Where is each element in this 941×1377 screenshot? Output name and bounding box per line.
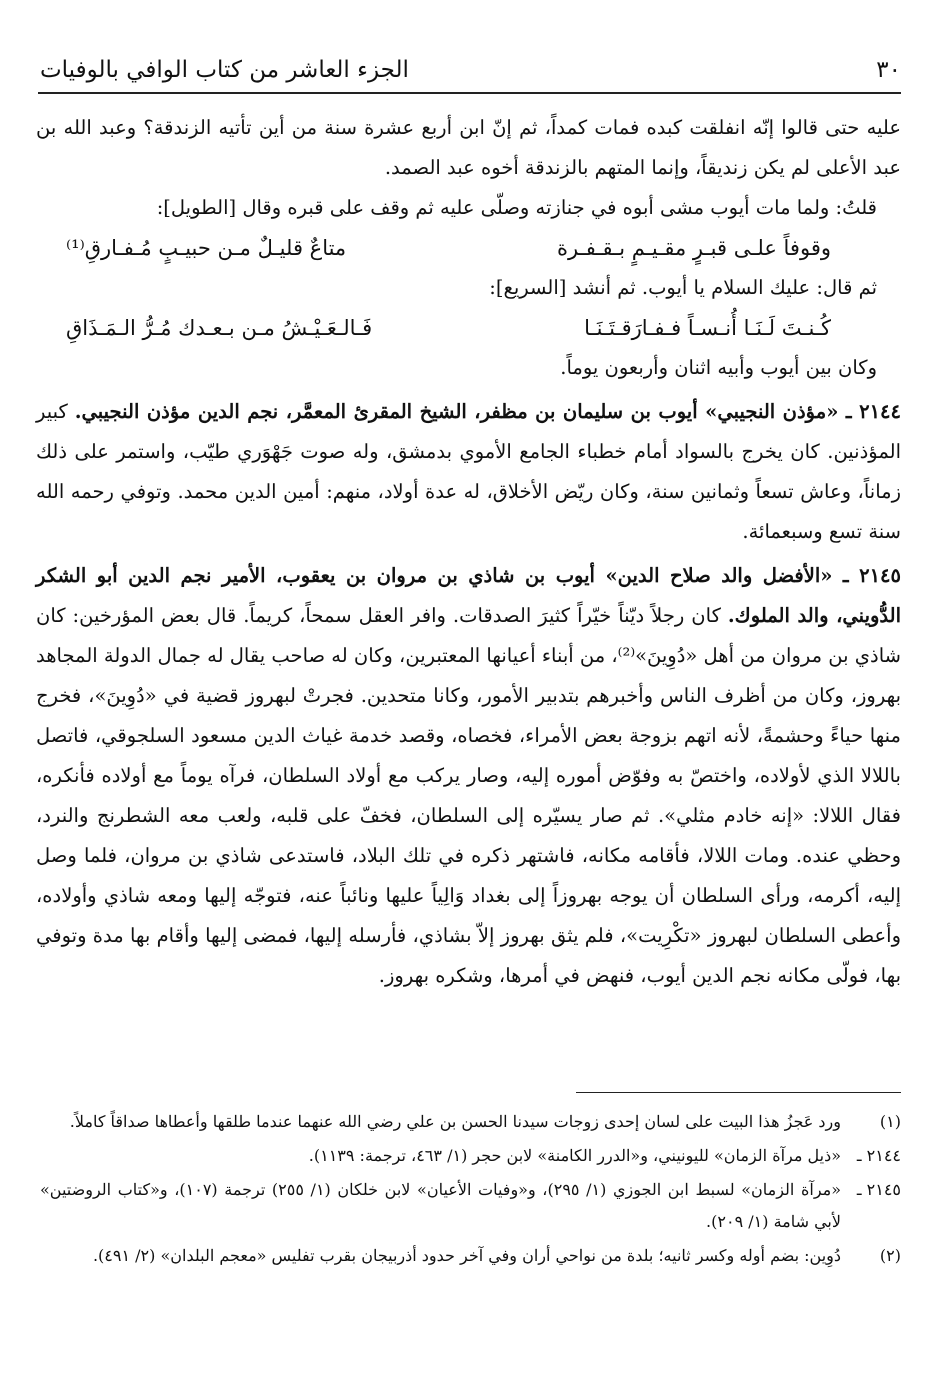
- verse-line: [36, 308, 901, 348]
- verse-line: [36, 228, 901, 268]
- footnote: [40, 1240, 901, 1272]
- verse-first-hemistich: كُـنـتَ لَـنَـا أُنـسـاً فـفـارَقـتَـنَـا: [584, 316, 831, 340]
- running-title: الجزء العاشر من كتاب الوافي بالوفيات: [40, 57, 409, 83]
- entry-text: كبير المؤذنين. كان يخرج بالسواد أمام خطباء الجامع الأموي بدمشق، وله صوت جَهْوَري طيّب، واستمر على ذلك زماناً، وعاش تسعاً وثمانين سنة، وكان ريّض الأخلاق، له عدة أولاد، منهم: أمين الدين محمد. وتوفي رحمه الله سنة تسع وسبعمائة.: [36, 400, 901, 543]
- footnote-number: (٢): [879, 1246, 901, 1265]
- footnote-text: «مرآة الزمان» لسبط ابن الجوزي (١/ ٢٩٥)، و«وفيات الأعيان» لابن خلكان (١/ ٢٥٥) ترجمة (١٠٧)، و«كتاب الروضتين» لأبي شامة (١/ ٢٠٩).: [40, 1180, 842, 1231]
- verse-first-hemistich: وقوفاً علـى قبـرٍ مقـيـمٍ بـقـفـرة: [556, 236, 831, 260]
- biography-entry-2145: [36, 556, 901, 996]
- entry-text: كان رجلاً ديّناً خيّراً كثيرَ الصدقات. وافر العقل سمحاً، كريماً. قال بعض المؤرخين: كان شاذي بن مروان من أهل «دُوِينَ»⁽²⁾، من أبناء أعيانها المعتبرين، وكان له صاحب يقال له جمال الدولة المجاهد بهروز، وكان من أظرف الناس وأخبرهم بتدبير الأمور، وكانا متحدين. فجرتْ لبهروز قضية في «دُوِينَ»، فخرج منها حياءً وحشمةً، لأنه اتهم بزوجة بعض الأمراء، فخصاه، وقصد خدمة غياث الدين مسعود السلجوقي، فاتصل باللالا الذي لأولاده، واختصّ به وفوّض أموره إليه، وصار يركب مع أولاد السلطان، فرآه يوماً مع أولاده فأنكره، فقال اللالا: «إنه خادم مثلي». ثم صار يسيّره إلى السلطان، فخفّ على قلبه، ولعب معه الشطرنج والنرد، وحظي عنده. ومات اللالا، فأقامه مكانه، فاشتهر ذكره في تلك البلاد، فاستدعى شاذي بن مروان، فلما وصل إليه، أكرمه، ورأى السلطان أن يوجه بهروزاً إلى بغداد وَالِياً عليها ونائباً عنه، فتوجّه إليها ومعه شاذي وأولاده، وأعطى السلطان لبهروز «تكْرِيت»، فلم يثق بهروز إلاّ بشاذي، فأرسله إليها، فمضى إليها وأقام بها مدة وتوفي بها، فولّى مكانه نجم الدين أيوب، فنهض في أمرها، وشكره بهروز.: [36, 604, 901, 987]
- footnote-rule: [576, 1092, 901, 1093]
- paragraph: ثم قال: عليك السلام يا أيوب. ثم أنشد [السريع]:: [489, 276, 877, 299]
- footnote: [40, 1140, 901, 1172]
- footnote-number: ٢١٤٥ ـ: [856, 1180, 901, 1199]
- verse-second-hemistich: فَـالـعَـيْـشُ مـن بـعـدك مُـرُّ الـمَـذَاقِ: [66, 316, 373, 340]
- footnote-text: ورد عَجزُ هذا البيت على لسان إحدى زوجات سيدنا الحسن بن علي رضي الله عنهما عندما طلقها وأعطاها صداقاً كاملاً.: [69, 1112, 841, 1131]
- footnote-number: (١): [879, 1112, 901, 1131]
- main-text: [36, 108, 901, 996]
- page-header: [40, 50, 901, 90]
- entry-heading: ٢١٤٤ ـ «مؤذن النجيبي» أيوب بن سليمان بن مظفر، الشيخ المقرئ المعمَّر، نجم الدين مؤذن النجيبي.: [74, 400, 901, 423]
- paragraph: عليه حتى قالوا إنّه انفلقت كبده فمات كمداً، ثم إنّ ابن أربع عشرة سنة من أين تأتيه الزندقة؟ وعبد الله بن عبد الأعلى لم يكن زنديقاً، وإنما المتهم بالزندقة أخوه عبد الصمد.: [36, 116, 901, 179]
- footnotes: [40, 1106, 901, 1274]
- page-number: ٣٠: [876, 57, 901, 83]
- biography-entry-2144: [36, 392, 901, 552]
- footnote: [40, 1106, 901, 1138]
- footnote-number: ٢١٤٤ ـ: [856, 1146, 901, 1165]
- verse-second-hemistich: متاعٌ قليـلٌ مـن حبيـبٍ مُـفـارقِ⁽¹⁾: [66, 236, 347, 260]
- footnote: [40, 1174, 901, 1238]
- paragraph: قلتُ: ولما مات أيوب مشى أبوه في جنازته وصلّى عليه ثم وقف على قبره وقال [الطويل]:: [156, 196, 877, 219]
- paragraph: وكان بين أيوب وأبيه اثنان وأربعون يوماً.: [560, 356, 877, 379]
- entry-heading: ٢١٤٥ ـ «الأفضل والد صلاح الدين» أيوب بن شاذي بن مروان بن يعقوب، الأمير نجم الدين أبو الشكر الدُّويني، والد الملوك.: [36, 564, 902, 627]
- footnote-text: «ذيل مرآة الزمان» لليونيني، و«الدرر الكامنة» لابن حجر (١/ ٤٦٣، ترجمة: ١١٣٩).: [308, 1146, 841, 1165]
- footnote-text: دُوِين: بضم أوله وكسر ثانيه؛ بلدة من نواحي أران وفي آخر حدود أذربيجان بقرب تفليس «معجم البلدان» (٢/ ٤٩١).: [92, 1246, 841, 1265]
- header-rule: [38, 92, 901, 94]
